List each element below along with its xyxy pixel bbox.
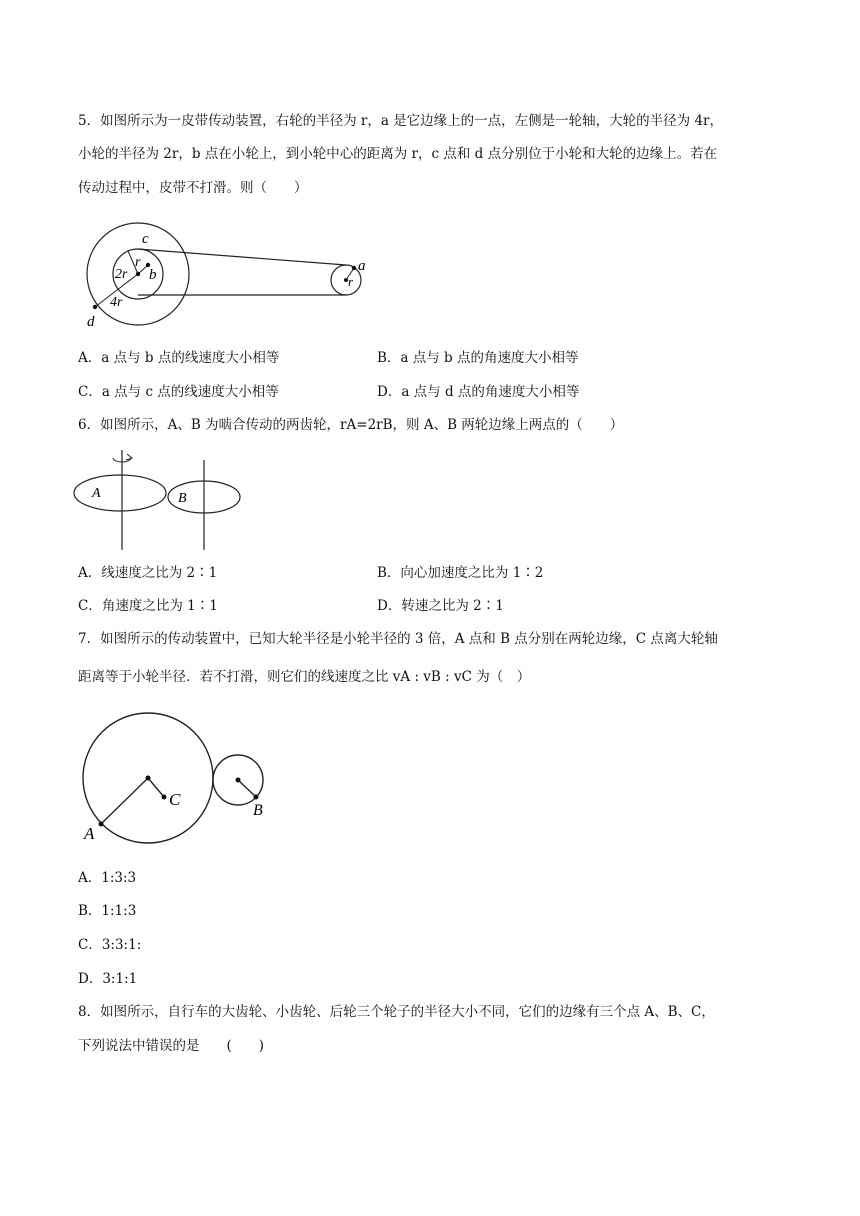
q5-text-line-2: 小轮的半径为 2r，b 点在小轮上，到小轮中心的距离为 r，c 点和 d 点分别位于小轮和大轮的边缘上。若在 bbox=[78, 146, 718, 162]
q5-option-b: B．a 点与 b 点的角速度大小相等 bbox=[377, 350, 579, 366]
q5-label-2r: 2r bbox=[115, 267, 128, 282]
q5-label-a: a bbox=[358, 258, 366, 274]
q6-gear-figure bbox=[70, 445, 250, 555]
q7-radius-c bbox=[148, 778, 164, 797]
q7-center-small bbox=[236, 778, 241, 783]
q7-label-a: A bbox=[84, 824, 95, 843]
q7-option-b: B．1:1:3 bbox=[78, 903, 137, 919]
q5-text-line-3: 传动过程中，皮带不打滑。则（ ） bbox=[78, 180, 308, 196]
q8-text-line-1: 8．如图所示，自行车的大齿轮、小齿轮、后轮三个轮子的半径大小不同，它们的边缘有三个点 A、B、C， bbox=[78, 1004, 715, 1020]
q7-point-b bbox=[254, 795, 259, 800]
q7-option-d: D．3:1:1 bbox=[78, 971, 138, 987]
q7-text-line-1: 7．如图所示的传动装置中，已知大轮半径是小轮半径的 3 倍，A 点和 B 点分别在两轮边缘，C 点离大轮轴 bbox=[78, 631, 718, 647]
q5-label-d: d bbox=[87, 314, 95, 330]
q5-text-line-1: 5．如图所示为一皮带传动装置，右轮的半径为 r，a 是它边缘上的一点，左侧是一轮轴，大轮的半径为 4r， bbox=[78, 113, 724, 129]
q5-label-r-right: r bbox=[348, 274, 354, 289]
q6-option-a: A．线速度之比为 2∶1 bbox=[78, 565, 218, 581]
q7-radius-b bbox=[238, 780, 256, 797]
q6-label-a: A bbox=[92, 486, 101, 501]
q5-belt-top bbox=[138, 249, 346, 265]
q5-option-c: C．a 点与 c 点的线速度大小相等 bbox=[78, 384, 279, 400]
q5-label-4r: 4r bbox=[110, 295, 123, 310]
q7-center-big bbox=[146, 776, 151, 781]
q7-text-line-2: 距离等于小轮半径．若不打滑，则它们的线速度之比 vA : vB : vC 为（ ） bbox=[78, 669, 531, 685]
q5-point-d bbox=[93, 305, 97, 309]
q5-label-r-small: r bbox=[135, 255, 141, 270]
q5-point-a bbox=[352, 266, 356, 270]
q7-option-c: C．3:3:1: bbox=[78, 937, 142, 953]
q5-label-c: c bbox=[142, 231, 149, 247]
q7-option-a: A．1:3:3 bbox=[78, 870, 137, 886]
q5-label-b: b bbox=[149, 267, 157, 283]
q6-label-b: B bbox=[178, 491, 187, 506]
q7-radius-a bbox=[101, 778, 148, 824]
q6-text-line-1: 6．如图所示，A、B 为啮合传动的两齿轮，rA=2rB，则 A、B 两轮边缘上两点的（ ） bbox=[78, 417, 624, 433]
q5-option-a: A．a 点与 b 点的线速度大小相等 bbox=[78, 350, 280, 366]
q6-gear-a bbox=[74, 475, 166, 511]
q7-label-b: B bbox=[253, 802, 263, 819]
q6-option-c: C．角速度之比为 1∶1 bbox=[78, 598, 218, 614]
q5-option-d: D．a 点与 d 点的角速度大小相等 bbox=[377, 384, 580, 400]
q7-transmission-figure bbox=[75, 705, 275, 850]
q5-belt-drive-figure bbox=[70, 220, 380, 335]
q6-option-b: B．向心加速度之比为 1∶2 bbox=[377, 565, 544, 581]
q5-center-left bbox=[136, 272, 140, 276]
q7-point-a bbox=[99, 822, 104, 827]
q7-point-c bbox=[162, 795, 167, 800]
q8-text-line-2: 下列说法中错误的是 ( ) bbox=[78, 1038, 265, 1054]
q6-option-d: D．转速之比为 2∶1 bbox=[377, 598, 504, 614]
q7-label-c: C bbox=[169, 790, 181, 809]
